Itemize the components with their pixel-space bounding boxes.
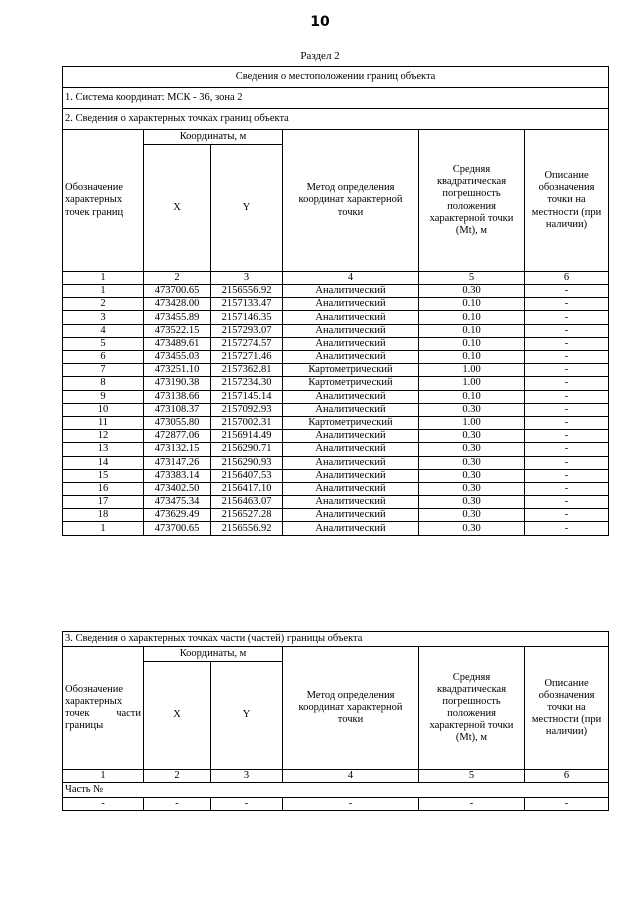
error-mt-cell: 0.10 <box>419 311 525 324</box>
column-number: 4 <box>283 272 419 285</box>
table-row <box>63 430 609 443</box>
column-number: 6 <box>525 272 609 285</box>
coord-y-cell: 2157133.47 <box>211 298 283 311</box>
method-cell: Аналитический <box>283 443 419 456</box>
method-cell: Аналитический <box>283 522 419 535</box>
method-cell: Аналитический <box>283 324 419 337</box>
point-designation-cell: 14 <box>63 456 144 469</box>
point-description-cell: - <box>525 298 609 311</box>
error-mt-cell: 0.30 <box>419 285 525 298</box>
coord-x-cell: 473383.14 <box>144 469 211 482</box>
point-designation-cell: 1 <box>63 522 144 535</box>
part-point-rows <box>63 798 609 811</box>
part-header-designation: Обозначение характерных точек части границы <box>63 647 144 770</box>
error-mt-cell: 0.30 <box>419 443 525 456</box>
page-number: 10 <box>310 14 330 30</box>
method-cell: Аналитический <box>283 351 419 364</box>
point-designation-cell: 17 <box>63 496 144 509</box>
point-description-cell: - <box>525 403 609 416</box>
coord-y-cell: 2157362.81 <box>211 364 283 377</box>
table-row <box>63 469 609 482</box>
coord-x-cell: 473251.10 <box>144 364 211 377</box>
error-mt-cell: 0.30 <box>419 522 525 535</box>
coord-y-cell: 2157092.93 <box>211 403 283 416</box>
point-designation-cell: 2 <box>63 298 144 311</box>
point-designation-cell: 1 <box>63 285 144 298</box>
method-cell: Аналитический <box>283 337 419 350</box>
coord-x-cell: 473147.26 <box>144 456 211 469</box>
coord-y-cell: 2157271.46 <box>211 351 283 364</box>
coord-y-cell: 2156417.10 <box>211 482 283 495</box>
coord-y-cell: 2156556.92 <box>211 285 283 298</box>
column-numbers-row <box>63 272 609 285</box>
point-description-cell: - <box>525 364 609 377</box>
error-mt-cell: 1.00 <box>419 416 525 429</box>
point-designation-cell: - <box>63 798 144 811</box>
coord-x-cell: - <box>144 798 211 811</box>
coord-x-cell: 473475.34 <box>144 496 211 509</box>
point-designation-cell: 15 <box>63 469 144 482</box>
header-designation: Обозначение характерных точек границ <box>63 130 144 272</box>
table-row <box>63 364 609 377</box>
coord-y-cell: 2156527.28 <box>211 509 283 522</box>
point-designation-cell: 13 <box>63 443 144 456</box>
point-description-cell: - <box>525 390 609 403</box>
point-designation-cell: 9 <box>63 390 144 403</box>
error-mt-cell: 0.10 <box>419 351 525 364</box>
part-label: Часть № <box>63 783 609 798</box>
part-header-coordinates: Координаты, м <box>144 647 283 662</box>
coord-x-cell: 473190.38 <box>144 377 211 390</box>
point-description-cell: - <box>525 456 609 469</box>
table-row <box>63 311 609 324</box>
part-column-number: 3 <box>211 770 283 783</box>
coord-y-cell: 2156290.71 <box>211 443 283 456</box>
table-row <box>63 390 609 403</box>
point-designation-cell: 3 <box>63 311 144 324</box>
coord-x-cell: 473522.15 <box>144 324 211 337</box>
point-description-cell: - <box>525 430 609 443</box>
point-designation-cell: 18 <box>63 509 144 522</box>
header-method: Метод определения координат характерной точки <box>283 130 419 272</box>
table-row <box>63 443 609 456</box>
method-cell: Картометрический <box>283 377 419 390</box>
method-cell: Аналитический <box>283 482 419 495</box>
point-designation-cell: 8 <box>63 377 144 390</box>
method-cell: Аналитический <box>283 469 419 482</box>
error-mt-cell: 0.10 <box>419 390 525 403</box>
coord-y-cell: 2156463.07 <box>211 496 283 509</box>
method-cell: Аналитический <box>283 430 419 443</box>
point-description-cell: - <box>525 337 609 350</box>
part-column-number: 6 <box>525 770 609 783</box>
point-description-cell: - <box>525 311 609 324</box>
table-title: Сведения о местоположении границ объекта <box>63 67 609 88</box>
point-description-cell: - <box>525 377 609 390</box>
method-cell: Аналитический <box>283 509 419 522</box>
error-mt-cell: 0.10 <box>419 324 525 337</box>
method-cell: Аналитический <box>283 390 419 403</box>
point-designation-cell: 6 <box>63 351 144 364</box>
error-mt-cell: 0.10 <box>419 337 525 350</box>
error-mt-cell: 0.10 <box>419 298 525 311</box>
coord-x-cell: 473455.89 <box>144 311 211 324</box>
error-mt-cell: 0.30 <box>419 456 525 469</box>
method-cell: Аналитический <box>283 496 419 509</box>
coord-x-cell: 473138.66 <box>144 390 211 403</box>
table-row <box>63 456 609 469</box>
table-row <box>63 509 609 522</box>
coord-x-cell: 473108.37 <box>144 403 211 416</box>
point-description-cell: - <box>525 496 609 509</box>
boundaries-table <box>62 66 609 536</box>
method-cell: Аналитический <box>283 456 419 469</box>
point-description-cell: - <box>525 285 609 298</box>
coord-y-cell: 2157234.30 <box>211 377 283 390</box>
coord-x-cell: 473428.00 <box>144 298 211 311</box>
column-number: 1 <box>63 272 144 285</box>
point-description-cell: - <box>525 351 609 364</box>
header-coordinates: Координаты, м <box>144 130 283 145</box>
error-mt-cell: 1.00 <box>419 377 525 390</box>
part-column-number: 1 <box>63 770 144 783</box>
point-designation-cell: 7 <box>63 364 144 377</box>
header-y: Y <box>211 145 283 272</box>
point-designation-cell: 11 <box>63 416 144 429</box>
header-error: Средняя квадратическая погрешность положения характерной точки (Mt), м <box>419 130 525 272</box>
point-description-cell: - <box>525 522 609 535</box>
method-cell: Аналитический <box>283 403 419 416</box>
table-row <box>63 324 609 337</box>
part-header-y: Y <box>211 662 283 770</box>
coord-y-cell: 2156914.49 <box>211 430 283 443</box>
coord-x-cell: 473055.80 <box>144 416 211 429</box>
point-description-cell: - <box>525 469 609 482</box>
point-description-cell: - <box>525 798 609 811</box>
error-mt-cell: 0.30 <box>419 403 525 416</box>
coord-y-cell: 2157146.35 <box>211 311 283 324</box>
part-heading: 3. Сведения о характерных точках части (частей) границы объекта <box>63 632 609 647</box>
part-header-method: Метод определения координат характерной точки <box>283 647 419 770</box>
error-mt-cell: 0.30 <box>419 509 525 522</box>
part-boundaries-table <box>62 631 609 811</box>
part-column-number: 2 <box>144 770 211 783</box>
coord-x-cell: 473132.15 <box>144 443 211 456</box>
header-description: Описание обозначения точки на местности (при наличии) <box>525 130 609 272</box>
section-title: Раздел 2 <box>300 50 340 62</box>
coord-x-cell: 473489.61 <box>144 337 211 350</box>
table-row <box>63 285 609 298</box>
table-row <box>63 496 609 509</box>
method-cell: Картометрический <box>283 364 419 377</box>
method-cell: Аналитический <box>283 311 419 324</box>
point-description-cell: - <box>525 482 609 495</box>
coord-x-cell: 473629.49 <box>144 509 211 522</box>
part-header-x: X <box>144 662 211 770</box>
error-mt-cell: - <box>419 798 525 811</box>
table-row <box>63 337 609 350</box>
table-row <box>63 351 609 364</box>
table-row <box>63 298 609 311</box>
point-description-cell: - <box>525 324 609 337</box>
coord-y-cell: 2157002.31 <box>211 416 283 429</box>
error-mt-cell: 1.00 <box>419 364 525 377</box>
table-row <box>63 416 609 429</box>
error-mt-cell: 0.30 <box>419 496 525 509</box>
part-column-number: 4 <box>283 770 419 783</box>
point-designation-cell: 16 <box>63 482 144 495</box>
coord-x-cell: 472877.06 <box>144 430 211 443</box>
table-row <box>63 482 609 495</box>
point-description-cell: - <box>525 509 609 522</box>
coord-x-cell: 473455.03 <box>144 351 211 364</box>
part-column-numbers-row <box>63 770 609 783</box>
coord-y-cell: 2157293.07 <box>211 324 283 337</box>
point-description-cell: - <box>525 443 609 456</box>
column-number: 5 <box>419 272 525 285</box>
point-description-cell: - <box>525 416 609 429</box>
header-x: X <box>144 145 211 272</box>
coord-y-cell: 2157274.57 <box>211 337 283 350</box>
part-header-description: Описание обозначения точки на местности (при наличии) <box>525 647 609 770</box>
coord-y-cell: 2156407.53 <box>211 469 283 482</box>
coord-x-cell: 473700.65 <box>144 285 211 298</box>
point-designation-cell: 12 <box>63 430 144 443</box>
coord-y-cell: 2156556.92 <box>211 522 283 535</box>
method-cell: Аналитический <box>283 285 419 298</box>
coord-y-cell: - <box>211 798 283 811</box>
points-heading: 2. Сведения о характерных точках границ объекта <box>63 109 609 130</box>
part-column-number: 5 <box>419 770 525 783</box>
coord-x-cell: 473402.50 <box>144 482 211 495</box>
method-cell: - <box>283 798 419 811</box>
table-row <box>63 403 609 416</box>
point-rows <box>63 285 609 536</box>
table-row <box>63 377 609 390</box>
method-cell: Аналитический <box>283 298 419 311</box>
coordinate-system: 1. Система координат: МСК - 36, зона 2 <box>63 88 609 109</box>
point-designation-cell: 4 <box>63 324 144 337</box>
coord-y-cell: 2156290.93 <box>211 456 283 469</box>
part-header-error: Средняя квадратическая погрешность положения характерной точки (Mt), м <box>419 647 525 770</box>
point-designation-cell: 5 <box>63 337 144 350</box>
error-mt-cell: 0.30 <box>419 482 525 495</box>
table-row <box>63 522 609 535</box>
error-mt-cell: 0.30 <box>419 430 525 443</box>
column-number: 3 <box>211 272 283 285</box>
error-mt-cell: 0.30 <box>419 469 525 482</box>
column-number: 2 <box>144 272 211 285</box>
point-designation-cell: 10 <box>63 403 144 416</box>
coord-x-cell: 473700.65 <box>144 522 211 535</box>
method-cell: Картометрический <box>283 416 419 429</box>
coord-y-cell: 2157145.14 <box>211 390 283 403</box>
part-table-row <box>63 798 609 811</box>
